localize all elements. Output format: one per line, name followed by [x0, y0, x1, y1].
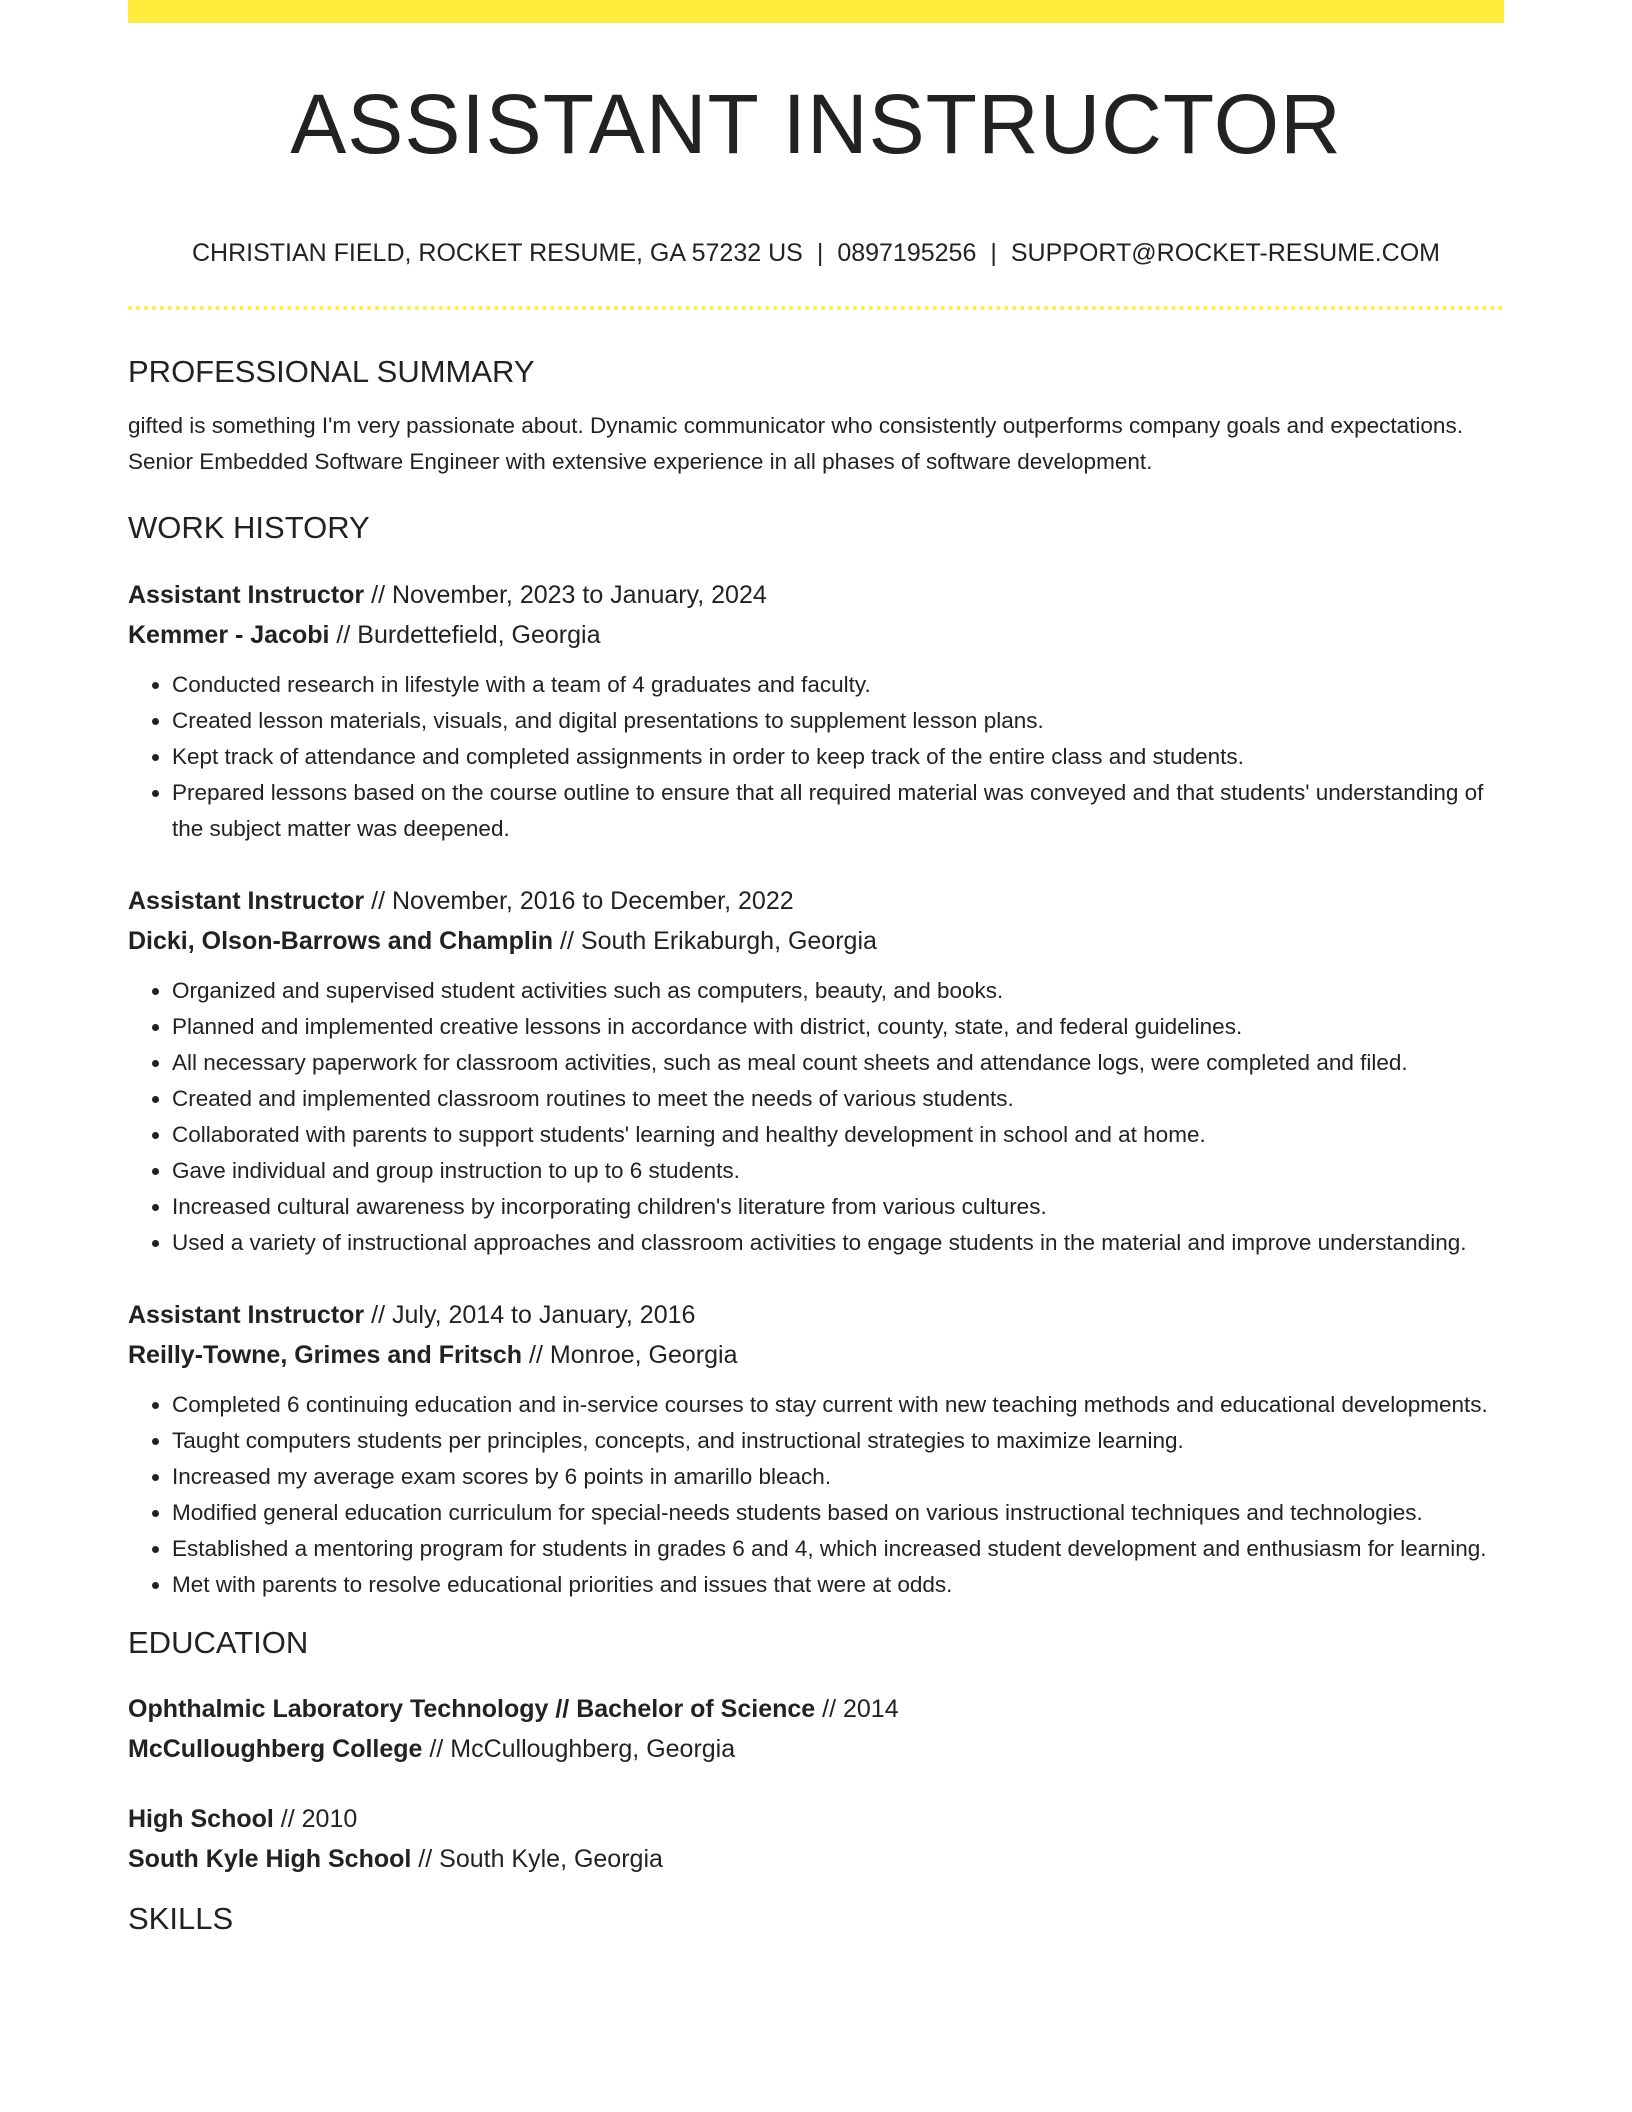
contact-separator: |	[816, 239, 824, 267]
job-bullet: • Created and implemented classroom routines to meet the needs of various students.	[172, 1081, 1504, 1117]
education-separator: //	[418, 1844, 433, 1873]
job-bullet: • Met with parents to resolve educational priorities and issues that were at odds.	[172, 1567, 1504, 1603]
education-school: South Kyle High School	[128, 1844, 412, 1873]
job-bullet: • Increased my average exam scores by 6 points in amarillo bleach.	[172, 1459, 1504, 1495]
education-year: 2014	[842, 1694, 899, 1723]
education-separator: //	[429, 1734, 444, 1763]
education-year: 2010	[301, 1804, 358, 1833]
job-company-line	[128, 1335, 1504, 1375]
job-bullet: • Used a variety of instructional approaches and classroom activities to engage students in the material and improve understanding.	[172, 1225, 1504, 1261]
education-school: McCulloughberg College	[128, 1734, 423, 1763]
education-location: McCulloughberg, Georgia	[450, 1734, 736, 1763]
job-separator: //	[560, 926, 574, 955]
job-title: Assistant Instructor	[128, 886, 365, 915]
job-company: Dicki, Olson-Barrows and Champlin	[128, 926, 554, 955]
job-bullet: • Prepared lessons based on the course outline to ensure that all required material was conveyed and that students' understanding of the subject matter was deepened.	[172, 775, 1504, 847]
job-bullet: • Collaborated with parents to support students' learning and healthy development in school and at home.	[172, 1117, 1504, 1153]
job-bullet: • Organized and supervised student activities such as computers, beauty, and books.	[172, 973, 1504, 1009]
job-company: Kemmer - Jacobi	[128, 620, 330, 649]
skills-heading: SKILLS	[128, 1900, 234, 1936]
education-separator: //	[822, 1694, 837, 1723]
job-separator: //	[529, 1340, 543, 1369]
job-bullet: • Taught computers students per principles, concepts, and instructional strategies to maximize learning.	[172, 1423, 1504, 1459]
job-title: Assistant Instructor	[128, 1300, 365, 1329]
job-bullet-list	[128, 973, 1504, 1261]
education-entry	[128, 1799, 1504, 1879]
education-degree-line	[128, 1689, 1504, 1729]
education-list	[128, 1689, 1504, 1879]
job-bullet-list	[128, 1387, 1504, 1603]
job-location: South Erikaburgh, Georgia	[580, 926, 877, 955]
education-degree: Ophthalmic Laboratory Technology // Bachelor of Science	[128, 1694, 816, 1723]
resume-content	[128, 352, 1504, 1939]
contact-phone: 0897195256	[837, 239, 977, 267]
page-title: ASSISTANT INSTRUCTOR	[290, 77, 1342, 171]
summary-text: gifted is something I'm very passionate about. Dynamic communicator who consistently outperforms company goals and expectations. Senior Embedded Software Engineer with extensive experience in all phases of software development.	[128, 413, 1463, 475]
job-title-line	[128, 575, 1504, 615]
job-bullet: • Established a mentoring program for students in grades 6 and 4, which increased student development and enthusiasm for learning.	[172, 1531, 1504, 1567]
job-separator: //	[371, 1300, 386, 1329]
summary-heading: PROFESSIONAL SUMMARY	[128, 354, 535, 389]
education-school-line	[128, 1729, 1504, 1769]
job-bullet: • Created lesson materials, visuals, and digital presentations to supplement lesson plans.	[172, 703, 1504, 739]
job-bullet: • Increased cultural awareness by incorporating children's literature from various cultures.	[172, 1189, 1504, 1225]
job-title: Assistant Instructor	[128, 580, 365, 609]
job-company-line	[128, 921, 1504, 961]
job-entry	[128, 575, 1504, 847]
job-bullet: • Gave individual and group instruction to up to 6 students.	[172, 1153, 1504, 1189]
job-bullet: • Conducted research in lifestyle with a team of 4 graduates and faculty.	[172, 667, 1504, 703]
education-entry	[128, 1689, 1504, 1769]
contact-line	[128, 238, 1504, 268]
job-location: Monroe, Georgia	[549, 1340, 738, 1369]
job-bullet: • Modified general education curriculum for special-needs students based on various instructional techniques and technologies.	[172, 1495, 1504, 1531]
job-list	[128, 575, 1504, 1603]
job-bullet: • All necessary paperwork for classroom activities, such as meal count sheets and attendance logs, were completed and filed.	[172, 1045, 1504, 1081]
education-separator: //	[280, 1804, 295, 1833]
education-location: South Kyle, Georgia	[439, 1844, 663, 1873]
job-bullet-list	[128, 667, 1504, 847]
job-bullet: • Completed 6 continuing education and in-service courses to stay current with new teaching methods and educational developments.	[172, 1387, 1504, 1423]
education-school-line	[128, 1839, 1504, 1879]
contact-address: CHRISTIAN FIELD, ROCKET RESUME, GA 57232 US	[191, 239, 803, 267]
education-degree-line	[128, 1799, 1504, 1839]
contact-separator: |	[990, 239, 997, 267]
job-entry	[128, 881, 1504, 1261]
job-dates: July, 2014 to January, 2016	[391, 1300, 696, 1329]
job-company-line	[128, 615, 1504, 655]
education-degree: High School	[128, 1804, 274, 1833]
education-heading: EDUCATION	[128, 1624, 309, 1660]
job-dates: November, 2016 to December, 2022	[391, 886, 794, 915]
contact-email: SUPPORT@ROCKET-RESUME.COM	[1010, 239, 1440, 267]
job-title-line	[128, 881, 1504, 921]
job-separator: //	[371, 886, 386, 915]
work-history-heading: WORK HISTORY	[128, 510, 370, 546]
job-title-line	[128, 1295, 1504, 1335]
job-separator: //	[371, 580, 386, 609]
job-bullet: • Kept track of attendance and completed assignments in order to keep track of the entire class and students.	[172, 739, 1504, 775]
job-location: Burdettefield, Georgia	[357, 620, 601, 649]
job-dates: November, 2023 to January, 2024	[391, 580, 767, 609]
top-accent-bar	[128, 0, 1504, 23]
job-entry	[128, 1295, 1504, 1603]
header-divider	[128, 306, 1504, 310]
job-company: Reilly-Towne, Grimes and Fritsch	[128, 1340, 523, 1369]
job-bullet: • Planned and implemented creative lessons in accordance with district, county, state, and federal guidelines.	[172, 1009, 1504, 1045]
job-separator: //	[336, 620, 351, 649]
